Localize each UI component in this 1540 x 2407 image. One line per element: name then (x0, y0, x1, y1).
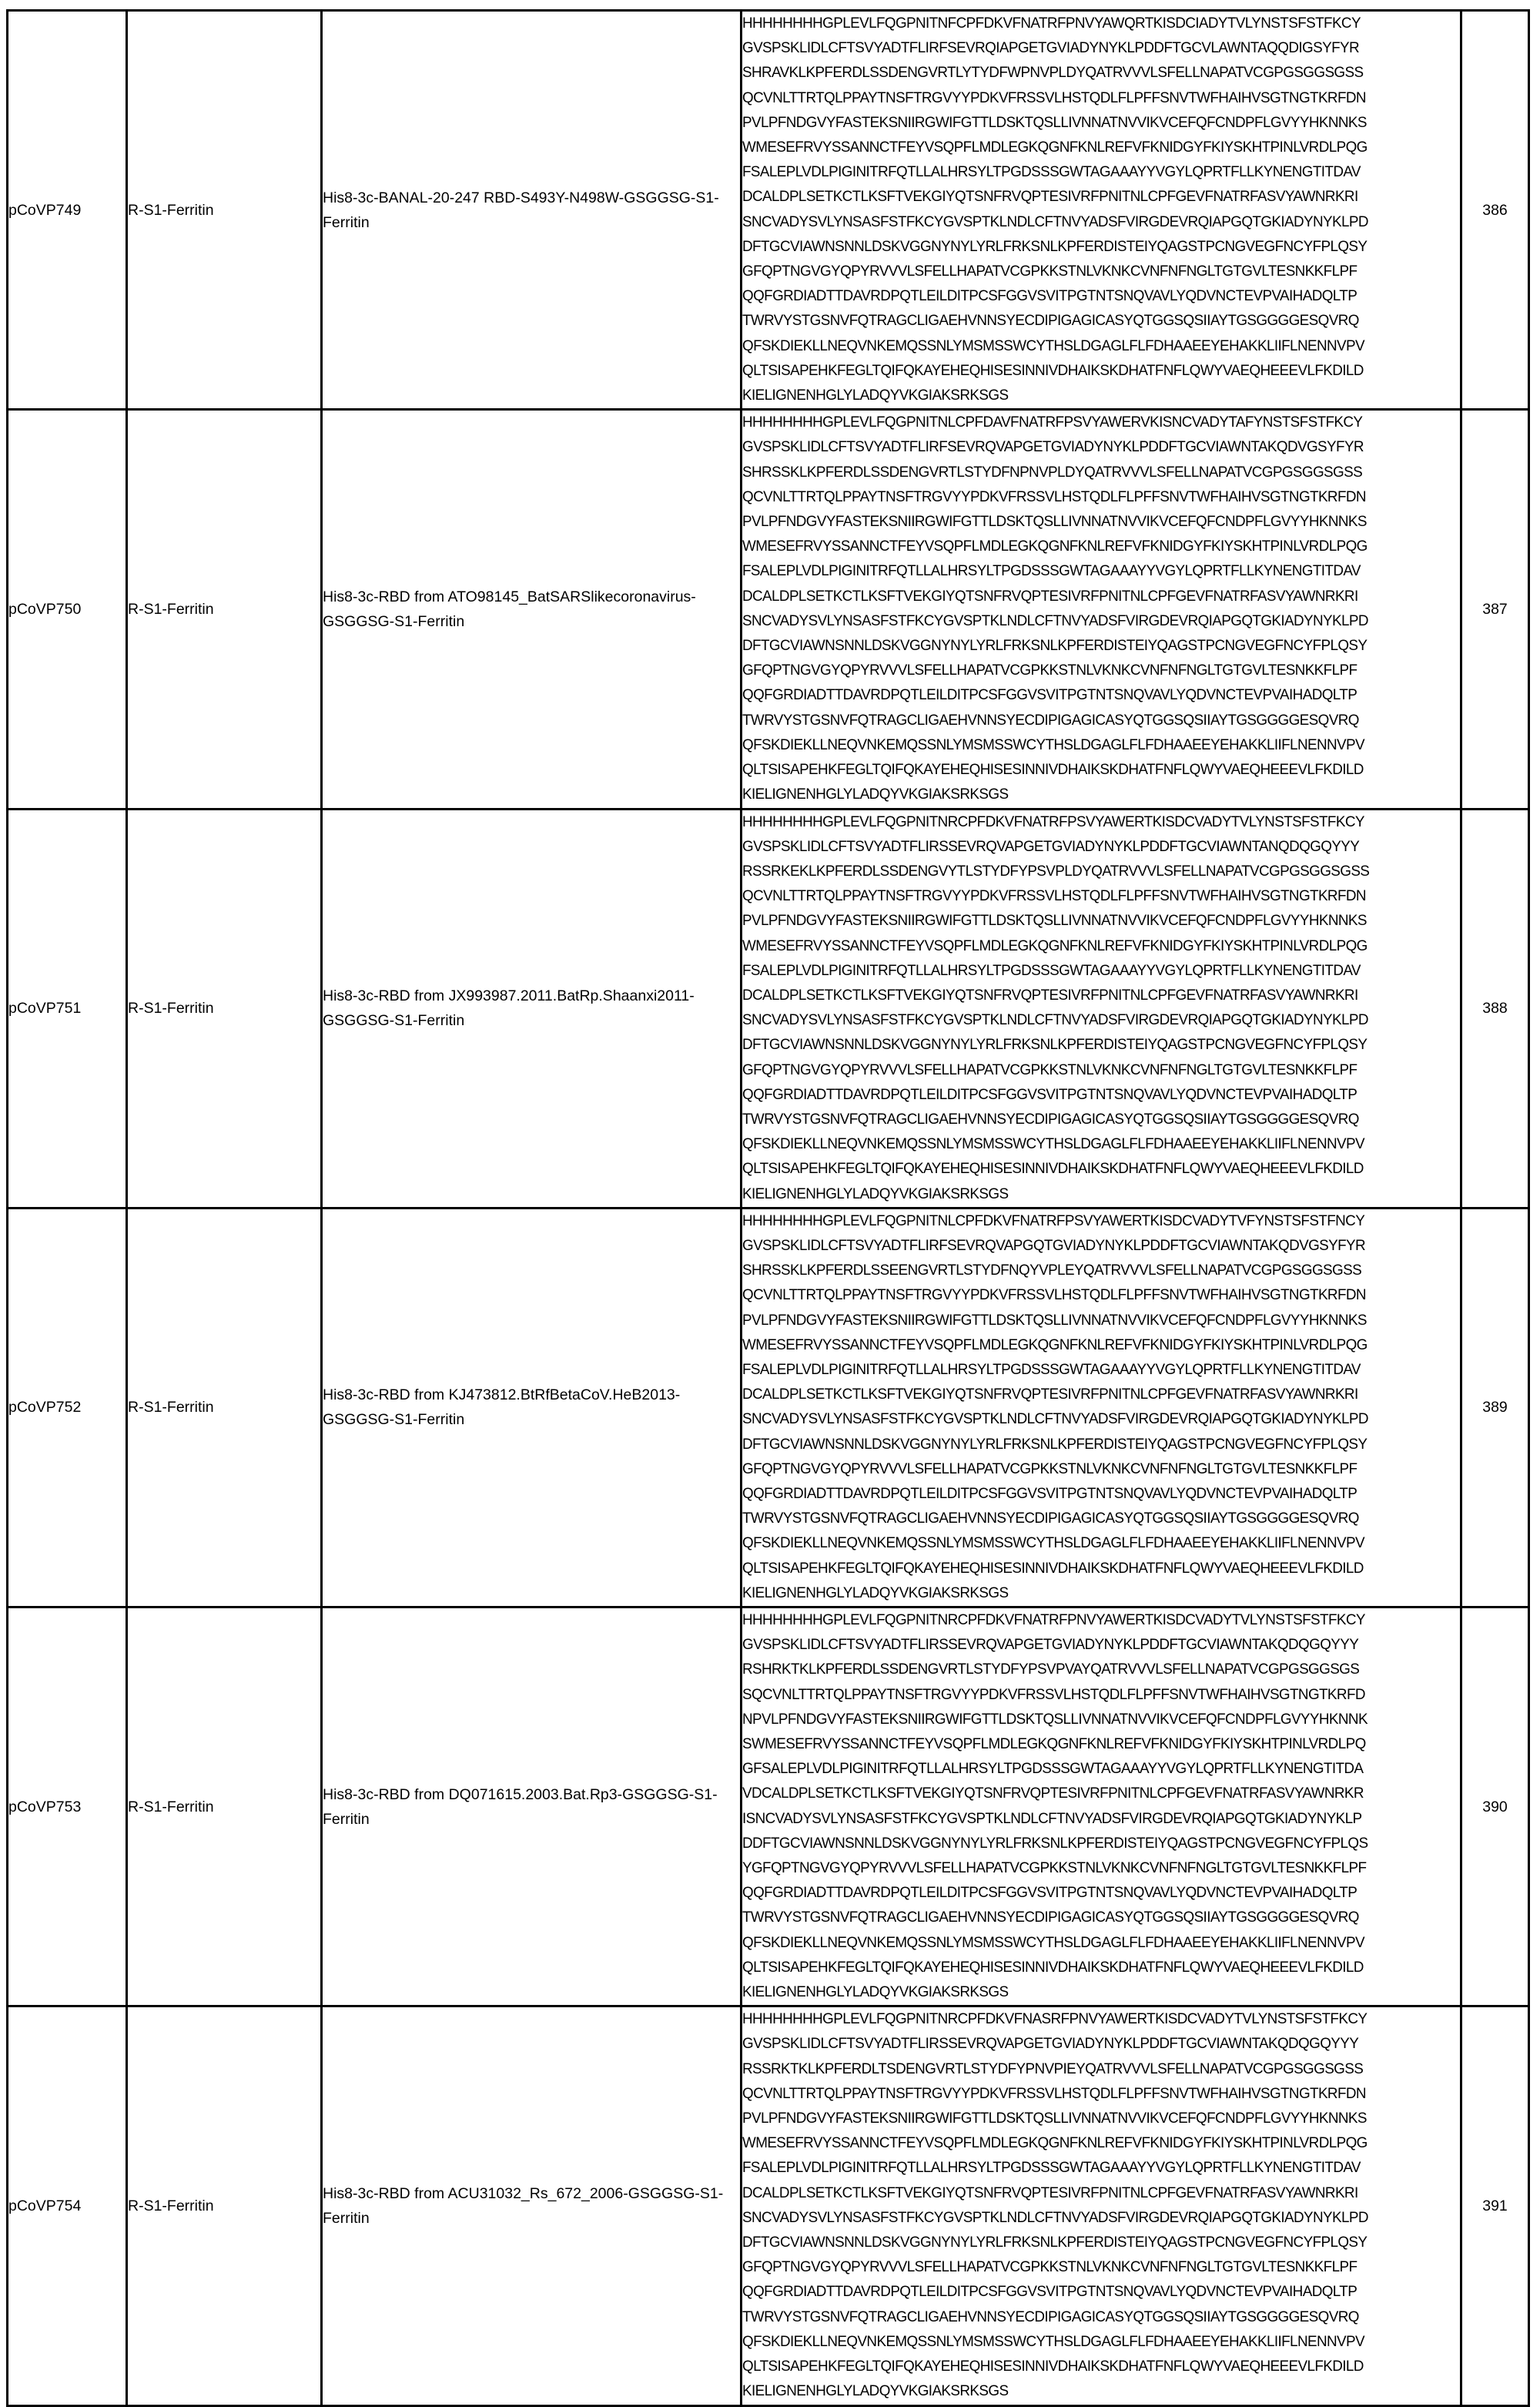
sequence-line: KIELIGNENHGLYLADQYVKGIAKSRKSGS (742, 2383, 1009, 2400)
sequence-line: QQFGRDIADTTDAVRDPQTLEILDITPCSFGGVSVITPGTNTSNQVAVLYQDVNCTEVPVAIHADQLTP (742, 2284, 1358, 2301)
sequence-line: QFSKDIEKLLNEQVNKEMQSSNLYMSMSSWCYTHSLDGAGLFLFDHAAEEYEHAKKLIIFLNENNVPV (742, 1934, 1364, 1951)
construct-description-cell (322, 809, 742, 1208)
sequence-line: KIELIGNENHGLYLADQYVKGIAKSRKSGS (742, 1584, 1009, 1601)
sequence-line: DFTGCVIAWNSNNLDSKVGGNYNYLYRLFRKSNLKPFERDISTEIYQAGSTPCNGVEGFNCYFPLQSY (742, 638, 1368, 655)
sequence-line: QFSKDIEKLLNEQVNKEMQSSNLYMSMSSWCYTHSLDGAGLFLFDHAAEEYEHAKKLIIFLNENNVPV (742, 2333, 1364, 2350)
sequence-line: QLTSISAPEHKFEGLTQIFQKAYEHEQHISESINNIVDHAIKSKDHATFNFLQWYVAEQHEEEVLFKDILD (742, 1959, 1364, 1976)
amino-acid-sequence-cell (742, 1607, 1461, 2006)
construct-description-cell (322, 11, 742, 410)
seq-id-cell (1461, 410, 1529, 809)
sequence-line: GFQPTNGVGYQPYRVVVLSFELLHAPATVCGPKKSTNLVKNKCVNFNFNGLTGTGVLTESNKKFLPF (742, 1061, 1358, 1078)
construct-description: His8-3c-RBD from DQ071615.2003.Bat.Rp3-GSGGSG-S1-Ferritin (323, 1785, 718, 1828)
seq-id-cell (1461, 1208, 1529, 1607)
sequence-line: TWRVYSTGSNVFQTRAGCLIGAEHVNNSYECDIPIGAGICASYQTGGSQSIIAYTGSGGGGESQVRQ (742, 2308, 1359, 2325)
sequence-line: QCVNLTTRTQLPPAYTNSFTRGVYYPDKVFRSSVLHSTQDLFLPFFSNVTWFHAIHVSGTNGTKRFDN (742, 888, 1366, 905)
sequence-line: GVSPSKLIDLCFTSVYADTFLIRSSEVRQVAPGETGVIADYNYKLPDDFTGCVIAWNTANQDQGQYYY (742, 838, 1360, 855)
sequence-line: QFSKDIEKLLNEQVNKEMQSSNLYMSMSSWCYTHSLDGAGLFLFDHAAEEYEHAKKLIIFLNENNVPV (742, 736, 1364, 753)
sequence-line: SNCVADYSVLYNSASFSTFKCYGVSPTKLNDLCFTNVYADSFVIRGDEVRQIAPGQTGKIADYNYKLPD (742, 2209, 1368, 2226)
construct-id: pCoVP751 (8, 1000, 82, 1017)
sequence-line: SHRSSKLKPFERDLSSDENGVRTLSTYDFNPNVPLDYQATRVVVLSFELLNAPATVCGPGSGGSGSS (742, 464, 1363, 481)
sequence-line: FSALEPLVDLPIGINITRFQTLLALHRSYLTPGDSSSGWTAGAAAYYVGYLQPRTFLLKYNENGTITDAV (742, 563, 1361, 580)
sequence-line: QLTSISAPEHKFEGLTQIFQKAYEHEQHISESINNIVDHAIKSKDHATFNFLQWYVAEQHEEEVLFKDILD (742, 1560, 1364, 1577)
amino-acid-sequence-cell (742, 1208, 1461, 1607)
seq-id-cell (1461, 11, 1529, 410)
sequence-line: WMESEFRVYSSANNCTFEYVSQPFLMDLEGKQGNFKNLREFVFKNIDGYFKIYSKHTPINLVRDLPQG (742, 937, 1368, 954)
sequence-line: DCALDPLSETKCTLKSFTVEKGIYQTSNFRVQPTESIVRFPNITNLCPFGEVFNATRFASVYAWNRKRI (742, 588, 1358, 605)
sequence-line: PVLPFNDGVYFASTEKSNIIRGWIFGTTLDSKTQSLLIVNNATNVVIKVCEFQFCNDPFLGVYYHKNNKS (742, 2110, 1367, 2127)
sequence-line: QCVNLTTRTQLPPAYTNSFTRGVYYPDKVFRSSVLHSTQDLFLPFFSNVTWFHAIHVSGTNGTKRFDN (742, 1287, 1366, 1304)
sequence-line: TWRVYSTGSNVFQTRAGCLIGAEHVNNSYECDIPIGAGICASYQTGGSQSIIAYTGSGGGGESQVRQ (742, 1510, 1359, 1527)
table-row (8, 1208, 1529, 1607)
sequence-line: GFQPTNGVGYQPYRVVVLSFELLHAPATVCGPKKSTNLVKNKCVNFNFNGLTGTGVLTESNKKFLPF (742, 263, 1358, 280)
sequence-line: GFQPTNGVGYQPYRVVVLSFELLHAPATVCGPKKSTNLVKNKCVNFNFNGLTGTGVLTESNKKFLPF (742, 662, 1358, 679)
construct-id-cell (8, 809, 127, 1208)
seq-id-number: 391 (1482, 2197, 1508, 2214)
sequence-line: GVSPSKLIDLCFTSVYADTFLIRFSEVRQVAPGETGVIADYNYKLPDDFTGCVIAWNTAKQDVGSYFYR (742, 439, 1364, 456)
sequence-line: QQFGRDIADTTDAVRDPQTLEILDITPCSFGGVSVITPGTNTSNQVAVLYQDVNCTEVPVAIHADQLTP (742, 1885, 1358, 1902)
sequence-line: FSALEPLVDLPIGINITRFQTLLALHRSYLTPGDSSSGWTAGAAAYYVGYLQPRTFLLKYNENGTITDAV (742, 2160, 1361, 2177)
sequence-line: KIELIGNENHGLYLADQYVKGIAKSRKSGS (742, 1984, 1009, 2001)
sequence-line: TWRVYSTGSNVFQTRAGCLIGAEHVNNSYECDIPIGAGICASYQTGGSQSIIAYTGSGGGGESQVRQ (742, 1909, 1359, 1926)
sequence-line: DFTGCVIAWNSNNLDSKVGGNYNYLYRLFRKSNLKPFERDISTEIYQAGSTPCNGVEGFNCYFPLQSY (742, 1436, 1368, 1453)
table-row (8, 1607, 1529, 2006)
sequence-line: GVSPSKLIDLCFTSVYADTFLIRFSEVRQVAPGQTGVIADYNYKLPDDFTGCVIAWNTAKQDVGSYFYR (742, 1237, 1366, 1254)
construct-description: His8-3c-RBD from JX993987.2011.BatRp.Shaanxi2011-GSGGSG-S1-Ferritin (323, 987, 695, 1030)
sequence-line: PVLPFNDGVYFASTEKSNIIRGWIFGTTLDSKTQSLLIVNNATNVVIKVCEFQFCNDPFLGVYYHKNNKS (742, 1312, 1367, 1329)
sequence-line: NPVLPFNDGVYFASTEKSNIIRGWIFGTTLDSKTQSLLIVNNATNVVIKVCEFQFCNDPFLGVYYHKNNK (742, 1711, 1368, 1728)
construct-type-cell (127, 11, 322, 410)
sequence-line: SNCVADYSVLYNSASFSTFKCYGVSPTKLNDLCFTNVYADSFVIRGDEVRQIAPGQTGKIADYNYKLPD (742, 213, 1368, 230)
sequence-line: GFQPTNGVGYQPYRVVVLSFELLHAPATVCGPKKSTNLVKNKCVNFNFNGLTGTGVLTESNKKFLPF (742, 1460, 1358, 1477)
sequence-line: QLTSISAPEHKFEGLTQIFQKAYEHEQHISESINNIVDHAIKSKDHATFNFLQWYVAEQHEEEVLFKDILD (742, 762, 1364, 779)
sequence-line: SHRAVKLKPFERDLSSDENGVRTLYTYDFWPNVPLDYQATRVVVLSFELLNAPATVCGPGSGGSGSS (742, 65, 1364, 82)
construct-description: His8-3c-RBD from ACU31032_Rs_672_2006-GSGGSG-S1-Ferritin (323, 2184, 724, 2227)
sequence-line: DFTGCVIAWNSNNLDSKVGGNYNYLYRLFRKSNLKPFERDISTEIYQAGSTPCNGVEGFNCYFPLQSY (742, 2234, 1368, 2251)
sequence-line: WMESEFRVYSSANNCTFEYVSQPFLMDLEGKQGNFKNLREFVFKNIDGYFKIYSKHTPINLVRDLPQG (742, 139, 1368, 156)
construct-id: pCoVP753 (8, 1798, 82, 1815)
sequence-line: QFSKDIEKLLNEQVNKEMQSSNLYMSMSSWCYTHSLDGAGLFLFDHAAEEYEHAKKLIIFLNENNVPV (742, 1136, 1364, 1153)
construct-id-cell (8, 11, 127, 410)
sequence-line: RSHRKTKLKPFERDLSSDENGVRTLSTYDFYPSVPVAYQATRVVVLSFELLNAPATVCGPGSGGSGS (742, 1661, 1360, 1678)
seq-id-cell (1461, 809, 1529, 1208)
construct-type: R-S1-Ferritin (128, 600, 214, 618)
sequence-line: KIELIGNENHGLYLADQYVKGIAKSRKSGS (742, 387, 1009, 404)
sequence-line: QLTSISAPEHKFEGLTQIFQKAYEHEQHISESINNIVDHAIKSKDHATFNFLQWYVAEQHEEEVLFKDILD (742, 2358, 1364, 2375)
construct-description: His8-3c-BANAL-20-247 RBD-S493Y-N498W-GSGGSG-S1-Ferritin (323, 189, 719, 231)
sequence-line: RSSRKEKLKPFERDLSSDENGVYTLSTYDFYPSVPLDYQATRVVVLSFELLNAPATVCGPGSGGSGSS (742, 863, 1370, 880)
construct-id: pCoVP749 (8, 201, 82, 219)
construct-type-cell (127, 809, 322, 1208)
sequence-line: GVSPSKLIDLCFTSVYADTFLIRFSEVRQIAPGETGVIADYNYKLPDDFTGCVLAWNTAQQDIGSYFYR (742, 40, 1360, 57)
construct-type-cell (127, 1607, 322, 2006)
sequence-line: VDCALDPLSETKCTLKSFTVEKGIYQTSNFRVQPTESIVRFPNITNLCPFGEVFNATRFASVYAWNRKR (742, 1785, 1364, 1802)
construct-type-cell (127, 1208, 322, 1607)
sequence-line: QQFGRDIADTTDAVRDPQTLEILDITPCSFGGVSVITPGTNTSNQVAVLYQDVNCTEVPVAIHADQLTP (742, 687, 1358, 704)
construct-type-cell (127, 410, 322, 809)
sequence-line: RSSRKTKLKPFERDLTSDENGVRTLSTYDFYPNVPIEYQATRVVVLSFELLNAPATVCGPGSGGSGSS (742, 2060, 1364, 2077)
sequence-line: FSALEPLVDLPIGINITRFQTLLALHRSYLTPGDSSSGWTAGAAAYYVGYLQPRTFLLKYNENGTITDAV (742, 962, 1361, 979)
construct-type: R-S1-Ferritin (128, 201, 214, 219)
sequence-line: KIELIGNENHGLYLADQYVKGIAKSRKSGS (742, 786, 1009, 803)
sequence-line: HHHHHHHHGPLEVLFQGPNITNLCPFDKVFNATRFPSVYAWERTKISDCVADYTVFYNSTSFSTFNCY (742, 1212, 1365, 1229)
sequence-line: FSALEPLVDLPIGINITRFQTLLALHRSYLTPGDSSSGWTAGAAAYYVGYLQPRTFLLKYNENGTITDAV (742, 1361, 1361, 1378)
construct-type: R-S1-Ferritin (128, 1000, 214, 1017)
sequence-line: PVLPFNDGVYFASTEKSNIIRGWIFGTTLDSKTQSLLIVNNATNVVIKVCEFQFCNDPFLGVYYHKNNKS (742, 514, 1367, 531)
table-body (8, 11, 1529, 2406)
table-row (8, 2006, 1529, 2405)
construct-id-cell (8, 2006, 127, 2405)
sequence-line: WMESEFRVYSSANNCTFEYVSQPFLMDLEGKQGNFKNLREFVFKNIDGYFKIYSKHTPINLVRDLPQG (742, 1336, 1368, 1353)
construct-id: pCoVP750 (8, 600, 82, 618)
sequence-line: DCALDPLSETKCTLKSFTVEKGIYQTSNFRVQPTESIVRFPNITNLCPFGEVFNATRFASVYAWNRKRI (742, 2184, 1358, 2201)
construct-description-cell (322, 410, 742, 809)
seq-id-number: 386 (1482, 201, 1508, 219)
sequence-line: QCVNLTTRTQLPPAYTNSFTRGVYYPDKVFRSSVLHSTQDLFLPFFSNVTWFHAIHVSGTNGTKRFDN (742, 89, 1366, 106)
table-row (8, 11, 1529, 410)
sequence-line: QQFGRDIADTTDAVRDPQTLEILDITPCSFGGVSVITPGTNTSNQVAVLYQDVNCTEVPVAIHADQLTP (742, 1086, 1358, 1103)
amino-acid-sequence-cell (742, 809, 1461, 1208)
sequence-line: YGFQPTNGVGYQPYRVVVLSFELLHAPATVCGPKKSTNLVKNKCVNFNFNGLTGTGVLTESNKKFLPF (742, 1860, 1367, 1877)
sequence-line: HHHHHHHHGPLEVLFQGPNITNFCPFDKVFNATRFPNVYAWQRTKISDCIADYTVLYNSTSFSTFKCY (742, 15, 1361, 32)
sequence-line: QLTSISAPEHKFEGLTQIFQKAYEHEQHISESINNIVDHAIKSKDHATFNFLQWYVAEQHEEEVLFKDILD (742, 1161, 1364, 1178)
construct-id-cell (8, 1607, 127, 2006)
sequence-line: WMESEFRVYSSANNCTFEYVSQPFLMDLEGKQGNFKNLREFVFKNIDGYFKIYSKHTPINLVRDLPQG (742, 2135, 1368, 2152)
construct-type: R-S1-Ferritin (128, 1798, 214, 1815)
table-row (8, 809, 1529, 1208)
seq-id-number: 388 (1482, 1000, 1508, 1017)
sequence-line: DCALDPLSETKCTLKSFTVEKGIYQTSNFRVQPTESIVRFPNITNLCPFGEVFNATRFASVYAWNRKRI (742, 987, 1358, 1004)
sequence-line: SNCVADYSVLYNSASFSTFKCYGVSPTKLNDLCFTNVYADSFVIRGDEVRQIAPGQTGKIADYNYKLPD (742, 612, 1368, 629)
sequence-line: TWRVYSTGSNVFQTRAGCLIGAEHVNNSYECDIPIGAGICASYQTGGSQSIIAYTGSGGGGESQVRQ (742, 1111, 1359, 1128)
construct-description: His8-3c-RBD from ATO98145_BatSARSlikecoronavirus-GSGGSG-S1-Ferritin (323, 588, 696, 630)
sequence-line: HHHHHHHHGPLEVLFQGPNITNRCPFDKVFNASRFPNVYAWERTKISDCVADYTVLYNSTSFSTFKCY (742, 2011, 1368, 2028)
construct-description-cell (322, 2006, 742, 2405)
sequence-line: TWRVYSTGSNVFQTRAGCLIGAEHVNNSYECDIPIGAGICASYQTGGSQSIIAYTGSGGGGESQVRQ (742, 712, 1359, 729)
sequence-line: HHHHHHHHGPLEVLFQGPNITNLCPFDAVFNATRFPSVYAWERVKISNCVADYTAFYNSTSFSTFKCY (742, 414, 1363, 431)
sequence-line: SNCVADYSVLYNSASFSTFKCYGVSPTKLNDLCFTNVYADSFVIRGDEVRQIAPGQTGKIADYNYKLPD (742, 1411, 1368, 1428)
construct-id: pCoVP754 (8, 2197, 82, 2214)
construct-id-cell (8, 1208, 127, 1607)
sequence-line: KIELIGNENHGLYLADQYVKGIAKSRKSGS (742, 1185, 1009, 1202)
sequence-line: DDFTGCVIAWNSNNLDSKVGGNYNYLYRLFRKSNLKPFERDISTEIYQAGSTPCNGVEGFNCYFPLQS (742, 1835, 1368, 1852)
sequence-line: QFSKDIEKLLNEQVNKEMQSSNLYMSMSSWCYTHSLDGAGLFLFDHAAEEYEHAKKLIIFLNENNVPV (742, 1535, 1364, 1552)
sequence-line: DFTGCVIAWNSNNLDSKVGGNYNYLYRLFRKSNLKPFERDISTEIYQAGSTPCNGVEGFNCYFPLQSY (742, 1037, 1368, 1054)
sequence-line: HHHHHHHHGPLEVLFQGPNITNRCPFDKVFNATRFPSVYAWERTKISDCVADYTVLYNSTSFSTFKCY (742, 813, 1364, 830)
sequence-line: DCALDPLSETKCTLKSFTVEKGIYQTSNFRVQPTESIVRFPNITNLCPFGEVFNATRFASVYAWNRKRI (742, 1386, 1358, 1403)
sequence-line: ISNCVADYSVLYNSASFSTFKCYGVSPTKLNDLCFTNVYADSFVIRGDEVRQIAPGQTGKIADYNYKLP (742, 1810, 1362, 1827)
sequence-line: GFQPTNGVGYQPYRVVVLSFELLHAPATVCGPKKSTNLVKNKCVNFNFNGLTGTGVLTESNKKFLPF (742, 2259, 1358, 2276)
construct-description-cell (322, 1208, 742, 1607)
sequence-line: HHHHHHHHGPLEVLFQGPNITNRCPFDKVFNATRFPNVYAWERTKISDCVADYTVLYNSTSFSTFKCY (742, 1612, 1365, 1628)
sequence-line: SWMESEFRVYSSANNCTFEYVSQPFLMDLEGKQGNFKNLREFVFKNIDGYFKIYSKHTPINLVRDLPQ (742, 1736, 1366, 1753)
amino-acid-sequence-cell (742, 11, 1461, 410)
construct-id-cell (8, 410, 127, 809)
sequence-line: DFTGCVIAWNSNNLDSKVGGNYNYLYRLFRKSNLKPFERDISTEIYQAGSTPCNGVEGFNCYFPLQSY (742, 238, 1368, 255)
sequence-line: SNCVADYSVLYNSASFSTFKCYGVSPTKLNDLCFTNVYADSFVIRGDEVRQIAPGQTGKIADYNYKLPD (742, 1012, 1368, 1029)
sequence-line: QLTSISAPEHKFEGLTQIFQKAYEHEQHISESINNIVDHAIKSKDHATFNFLQWYVAEQHEEEVLFKDILD (742, 362, 1364, 379)
construct-description: His8-3c-RBD from KJ473812.BtRfBetaCoV.HeB2013-GSGGSG-S1-Ferritin (323, 1386, 681, 1429)
sequence-line: QQFGRDIADTTDAVRDPQTLEILDITPCSFGGVSVITPGTNTSNQVAVLYQDVNCTEVPVAIHADQLTP (742, 288, 1358, 305)
sequence-line: WMESEFRVYSSANNCTFEYVSQPFLMDLEGKQGNFKNLREFVFKNIDGYFKIYSKHTPINLVRDLPQG (742, 538, 1368, 555)
sequence-line: SHRSSKLKPFERDLSSEENGVRTLSTYDFNQYVPLEYQATRVVVLSFELLNAPATVCGPGSGGSGSS (742, 1262, 1362, 1279)
construct-type-cell (127, 2006, 322, 2405)
table-row (8, 410, 1529, 809)
construct-id: pCoVP752 (8, 1399, 82, 1416)
sequence-line: GVSPSKLIDLCFTSVYADTFLIRSSEVRQVAPGETGVIADYNYKLPDDFTGCVIAWNTAKQDQGQYYY (742, 1637, 1359, 1654)
sequence-line: DCALDPLSETKCTLKSFTVEKGIYQTSNFRVQPTESIVRFPNITNLCPFGEVFNATRFASVYAWNRKRI (742, 189, 1358, 206)
construct-description-cell (322, 1607, 742, 2006)
sequence-line: TWRVYSTGSNVFQTRAGCLIGAEHVNNSYECDIPIGAGICASYQTGGSQSIIAYTGSGGGGESQVRQ (742, 313, 1359, 330)
sequence-line: PVLPFNDGVYFASTEKSNIIRGWIFGTTLDSKTQSLLIVNNATNVVIKVCEFQFCNDPFLGVYYHKNNKS (742, 913, 1367, 930)
sequence-line: GFSALEPLVDLPIGINITRFQTLLALHRSYLTPGDSSSGWTAGAAAYYVGYLQPRTFLLKYNENGTITDA (742, 1761, 1364, 1778)
sequence-line: GVSPSKLIDLCFTSVYADTFLIRSSEVRQVAPGETGVIADYNYKLPDDFTGCVIAWNTAKQDQGQYYY (742, 2036, 1359, 2053)
sequence-line: QFSKDIEKLLNEQVNKEMQSSNLYMSMSSWCYTHSLDGAGLFLFDHAAEEYEHAKKLIIFLNENNVPV (742, 337, 1364, 354)
amino-acid-sequence-cell (742, 410, 1461, 809)
sequence-line: SQCVNLTTRTQLPPAYTNSFTRGVYYPDKVFRSSVLHSTQDLFLPFFSNVTWFHAIHVSGTNGTKRFD (742, 1686, 1365, 1703)
sequence-line: QQFGRDIADTTDAVRDPQTLEILDITPCSFGGVSVITPGTNTSNQVAVLYQDVNCTEVPVAIHADQLTP (742, 1485, 1358, 1502)
construct-type: R-S1-Ferritin (128, 2197, 214, 2214)
sequence-line: FSALEPLVDLPIGINITRFQTLLALHRSYLTPGDSSSGWTAGAAAYYVGYLQPRTFLLKYNENGTITDAV (742, 164, 1361, 181)
seq-id-cell (1461, 2006, 1529, 2405)
construct-type: R-S1-Ferritin (128, 1399, 214, 1416)
seq-id-number: 390 (1482, 1798, 1508, 1815)
sequence-table (6, 9, 1530, 2407)
sequence-line: PVLPFNDGVYFASTEKSNIIRGWIFGTTLDSKTQSLLIVNNATNVVIKVCEFQFCNDPFLGVYYHKNNKS (742, 114, 1367, 131)
seq-id-number: 389 (1482, 1399, 1508, 1416)
amino-acid-sequence-cell (742, 2006, 1461, 2405)
seq-id-number: 387 (1482, 600, 1508, 618)
sequence-line: QCVNLTTRTQLPPAYTNSFTRGVYYPDKVFRSSVLHSTQDLFLPFFSNVTWFHAIHVSGTNGTKRFDN (742, 2085, 1366, 2102)
sequence-line: QCVNLTTRTQLPPAYTNSFTRGVYYPDKVFRSSVLHSTQDLFLPFFSNVTWFHAIHVSGTNGTKRFDN (742, 488, 1366, 505)
seq-id-cell (1461, 1607, 1529, 2006)
